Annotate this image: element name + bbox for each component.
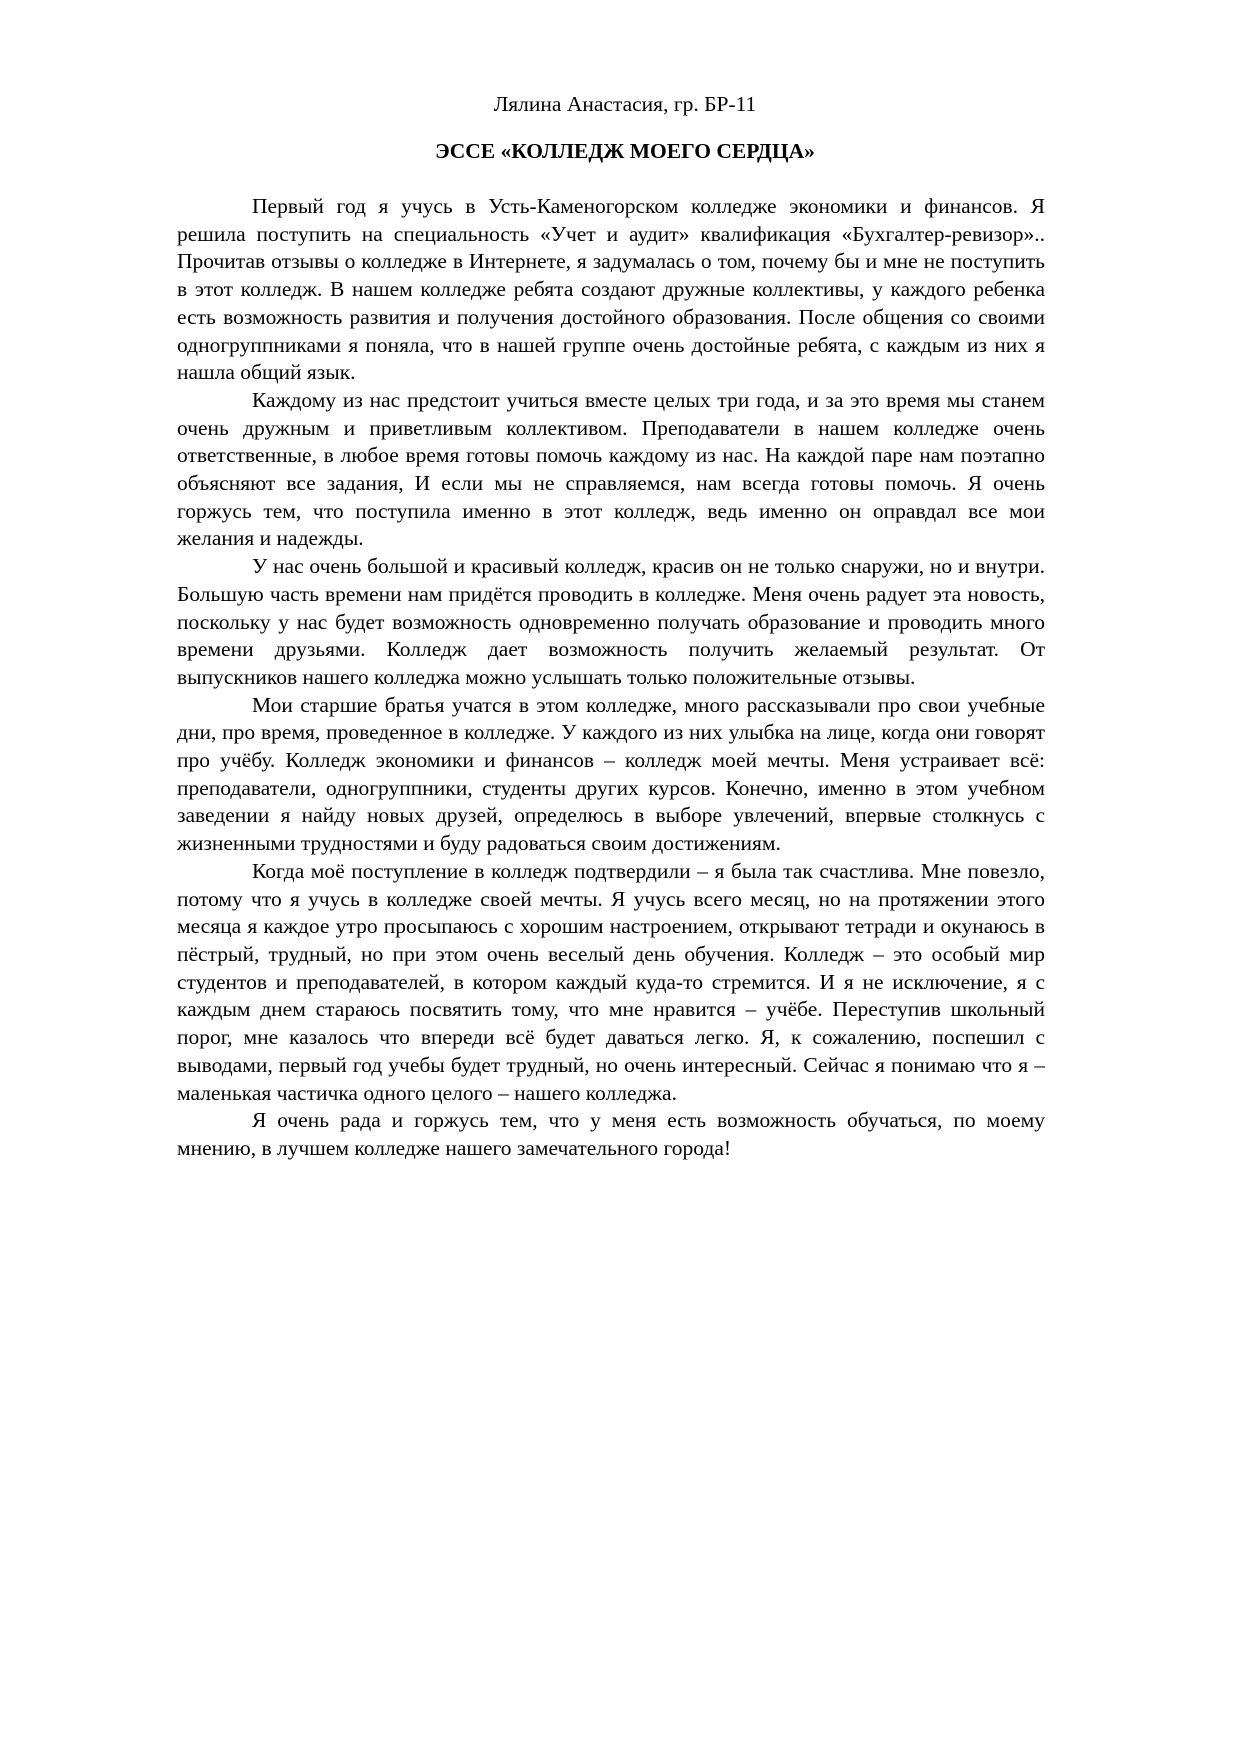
author-text: Лялина Анастасия, гр. БР-11	[493, 92, 757, 116]
author-line	[0, 90, 1240, 118]
paragraph-6: Я очень рада и горжусь тем, что у меня есть возможность обучаться, по моему мнению, в лучшем колледже нашего замечательного города!	[177, 1108, 1045, 1160]
paragraph-5: Когда моё поступление в колледж подтвердили – я была так счастлива. Мне повезло, потому что я учусь в колледже своей мечты. Я учусь всего месяц, но на протяжении этого месяца я каждое утро просыпаюсь с хорошим настроением, открывают тетради и окунаюсь в пёстрый, трудный, но при этом очень веселый день обучения. Колледж – это особый мир студентов и преподавателей, в котором каждый куда-то стремится. И я не исключение, я с каждым днем стараюсь посвятить тому, что мне нравится – учёбе. Переступив школьный порог, мне казалось что впереди всё будет даваться легко. Я, к сожалению, поспешил с выводами, первый год учебы будет трудный, но очень интересный. Сейчас я понимаю что я – маленькая частичка одного целого – нашего колледжа.	[177, 858, 1045, 1105]
paragraph-2: Каждому из нас предстоит учиться вместе целых три года, и за это время мы станем очень дружным и приветливым коллективом. Преподаватели в нашем колледже очень ответственные, в любое время готовы помочь каждому из нас. На каждой паре нам поэтапно объясняют все задания, И если мы не справляемся, нам всегда готовы помочь. Я очень горжусь тем, что поступила именно в этот колледж, ведь именно он оправдал все мои желания и надежды.	[177, 387, 1045, 551]
essay-body	[177, 193, 1045, 1163]
paragraph-4: Мои старшие братья учатся в этом колледже, много рассказывали про свои учебные дни, про время, проведенное в колледже. У каждого из них улыбка на лице, когда они говорят про учёбу. Колледж экономики и финансов – колледж моей мечты. Меня устраивает всё: преподаватели, одногруппники, студенты других курсов. Конечно, именно в этом учебном заведении я найду новых друзей, определюсь в выборе увлечений, впервые столкнусь с жизненными трудностями и буду радоваться своим достижениям.	[177, 692, 1045, 856]
essay-title	[0, 137, 1240, 165]
paragraph-3: У нас очень большой и красивый колледж, красив он не только снаружи, но и внутри. Большую часть времени нам придётся проводить в колледже. Меня очень радует эта новость, поскольку у нас будет возможность одновременно получать образование и проводить много времени друзьями. Колледж дает возможность получить желаемый результат. От выпускников нашего колледжа можно услышать только положительные отзывы.	[177, 554, 1045, 689]
essay-title-text: ЭССЕ «КОЛЛЕДЖ МОЕГО СЕРДЦА»	[435, 139, 815, 163]
paragraph-1: Первый год я учусь в Усть-Каменогорском колледже экономики и финансов. Я решила поступить на специальность «Учет и аудит» квалификация «Бухгалтер-ревизор».. Прочитав отзывы о колледже в Интернете, я задумалась о том, почему бы и мне не поступить в этот колледж. В нашем колледже ребята создают дружные коллективы, у каждого ребенка есть возможность развития и получения достойного образования. После общения со своими одногруппниками я поняла, что в нашей группе очень достойные ребята, с каждым из них я нашла общий язык.	[177, 194, 1045, 385]
